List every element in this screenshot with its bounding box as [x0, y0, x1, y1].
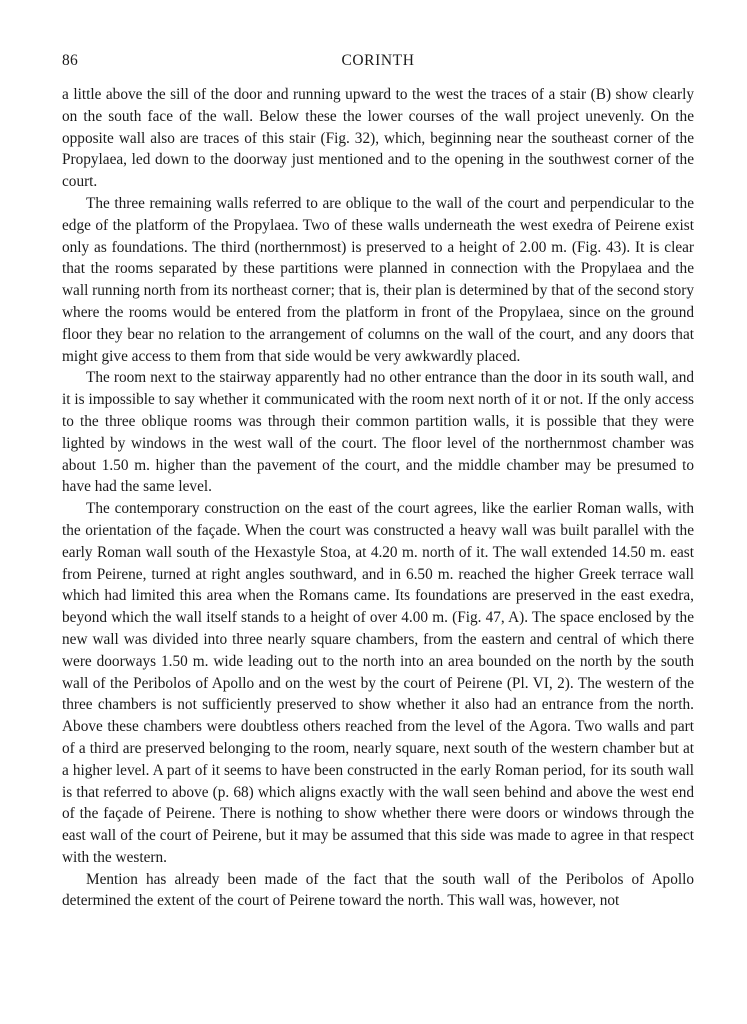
page-number: 86: [62, 52, 78, 69]
paragraph: The room next to the stairway apparently had no other entrance than the door in its south wall, and it is impossible to say whether it communicated with the room next north of it or not. If the only access to the three oblique rooms was through their common partition walls, it is possible that they were lighted by windows in the west wall of the court. The floor level of the northernmost chamber was about 1.50 m. higher than the pavement of the court, and the middle chamber may be presumed to have had the same level.: [62, 369, 694, 496]
running-head: [62, 52, 694, 74]
book-page: [62, 52, 694, 912]
paragraph: The contemporary construction on the east of the court agrees, like the earlier Roman walls, with the orientation of the façade. When the court was constructed a heavy wall was built parallel with the early Roman wall south of the Hexastyle Stoa, at 4.20 m. north of it. The wall extended 14.50 m. east from Peirene, turned at right angles southward, and in 6.50 m. reached the higher Greek terrace wall which had limited this area when the Romans came. Its foundations are preserved in the east exedra, beyond which the wall itself stands to a height of over 4.00 m. (Fig. 47, A). The space enclosed by the new wall was divided into three nearly square chambers, from the eastern and central of which there were doorways 1.50 m. wide leading out to the north into an area bounded on the north by the south wall of the Peribolos of Apollo and on the west by the court of Peirene (Pl. VI, 2). The western of the three chambers is not sufficiently preserved to show whether it also had an entrance from the north. Above these chambers were doubtless others reached from the level of the Agora. Two walls and part of a third are preserved belonging to the room, nearly square, next south of the western chamber but at a higher level. A part of it seems to have been constructed in the early Roman period, for its south wall is that referred to above (p. 68) which aligns exactly with the wall seen behind and above the west end of the façade of Peirene. There is nothing to show whether there were doors or windows through the east wall of the court of Peirene, but it may be assumed that this side was made to agree in that respect with the western.: [62, 500, 694, 866]
paragraph-continuation: a little above the sill of the door and running upward to the west the traces of a stair (B) show clearly on the south face of the wall. Below these the lower courses of the wall project unevenly. On the opposite wall also are traces of this stair (Fig. 32), which, beginning near the southeast corner of the Propylaea, led down to the doorway just mentioned and to the opening in the southwest corner of the court.: [62, 86, 694, 191]
running-title: CORINTH: [341, 52, 415, 69]
paragraph: The three remaining walls referred to are oblique to the wall of the court and perpendicular to the edge of the platform of the Propylaea. Two of these walls underneath the west exedra of Peirene exist only as foundations. The third (northernmost) is preserved to a height of 2.00 m. (Fig. 43). It is clear that the rooms separated by these partitions were planned in connection with the Propylaea and the wall running north from its northeast corner; that is, their plan is determined by that of the second story where the rooms would be entered from the platform in front of the Propylaea, since on the ground floor they bear no relation to the arrangement of columns on the wall of the court, and any doors that might give access to them from that side would be very awkwardly placed.: [62, 194, 694, 365]
paragraph: Mention has already been made of the fact that the south wall of the Peribolos of Apollo determined the extent of the court of Peirene toward the north. This wall was, however, not: [62, 870, 694, 910]
body-text: [62, 84, 694, 912]
